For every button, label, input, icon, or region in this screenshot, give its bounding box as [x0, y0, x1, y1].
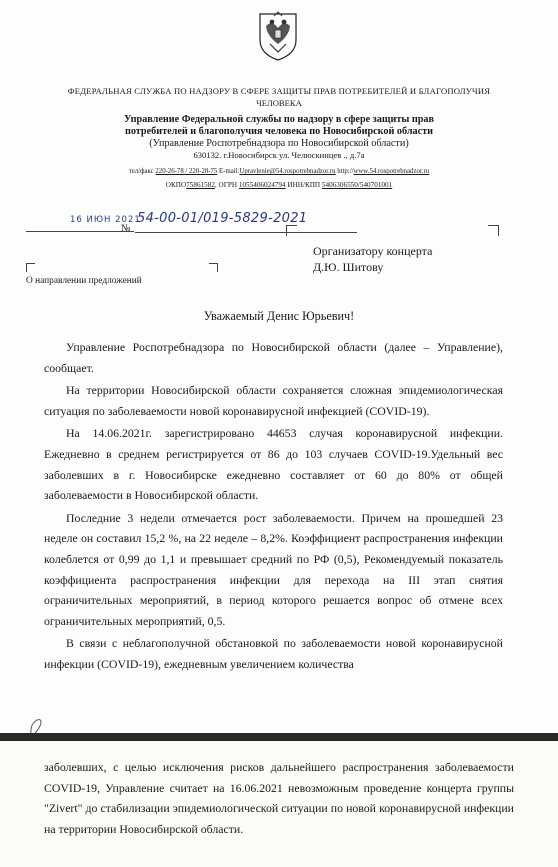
body-paragraph: На 14.06.2021г. зарегистрировано 44653 случая коронавирусной инфекции. Ежедневно в среднем регистрируется от 86 до 103 случаев COVID-19.Удельный вес заболевших в г. Новосибирске ежедневно составляет от 60 до 80% от общей заболеваемости в Новосибирской области. [44, 426, 503, 503]
phone-numbers: 220-26-78 / 220-28-75 [155, 168, 218, 175]
subject-corner-left [26, 263, 35, 272]
subject-corner-right [209, 263, 218, 272]
body-paragraph: заболевших, с целью исключения рисков дальнейшего распространения заболеваемости COVID-19, Управление считает на 16.06.2021 невозможным проведение концерта группы "Zivert" до стабилизации эпидемиологической ситуации по новой коронавирусной инфекции на территории Новосибирской области. [44, 760, 514, 836]
inn-code: 5406306550/540701001 [321, 181, 393, 189]
letter-body [44, 337, 503, 675]
date-underline [26, 231, 134, 232]
addressee-name: Д.Ю. Шитову [313, 260, 384, 274]
subject-line: О направлении предложений [26, 276, 142, 286]
agency-name: ФЕДЕРАЛЬНАЯ СЛУЖБА ПО НАДЗОРУ В СФЕРЕ ЗАЩИТЫ ПРАВ ПОТРЕБИТЕЛЕЙ И БЛАГОПОЛУЧИЯ [67, 86, 491, 96]
website-link[interactable]: www.54.rospotrebnadzor.ru [353, 168, 430, 175]
letter-page-2 [0, 741, 558, 867]
coat-of-arms-emblem [256, 10, 300, 62]
registry-codes [0, 181, 558, 189]
letter-body-cont [44, 757, 514, 839]
email-link[interactable]: Upravlenie@54.rospotrebnadzor.ru [239, 168, 336, 175]
addressee-title: Организатору концерта [313, 244, 433, 258]
date-stamp: 16 ИЮН 2021 [70, 215, 141, 225]
okpo-prefix: ОКПО [165, 181, 187, 189]
okpo-code: 75861582 [186, 181, 215, 189]
body-paragraph: Управление Роспотребнадзора по Новосибирской области (далее – Управление), сообщает. [44, 340, 503, 375]
body-paragraph: На территории Новосибирской области сохраняется сложная эпидемиологическая ситуация по заболеваемости новой коронавирусной инфекцией (COVID-19). [44, 383, 503, 418]
body-paragraph: В связи с неблагополучной обстановкой по заболеваемости новой коронавирусной инфекции (COVID-19), ежедневным увеличением количества [44, 636, 503, 671]
agency-name-cont: ЧЕЛОВЕКА [256, 98, 302, 108]
number-label: № [121, 223, 131, 234]
inn-prefix: ИНН/КПП [285, 181, 322, 189]
email-prefix: E-mail: [217, 168, 240, 175]
page-separator [0, 733, 558, 741]
postal-address: 630132. г.Новосибирск ул. Челюскинцев ., д.7а [193, 150, 365, 160]
registration-number: 54-00-01/019-5829-2021 [137, 211, 308, 226]
addressee-corner-right [488, 225, 499, 236]
phone-prefix: тел/факс [128, 168, 156, 175]
body-paragraph: Последние 3 недели отмечается рост заболеваемости. Причем на прошедшей 23 неделе он составил 15,2 %, на 22 неделе – 8,2%. Коэффициент распространения инфекции колеблется от 0,99 до 1,1 и превышает средний по РФ (0,5), Рекомендуемый показатель коэффициента распространения инфекции для перехода на III этап снятия ограничительных мероприятий, в период которого решается вопрос об отмене всех ограничительных мероприятий, 0,5. [44, 510, 503, 628]
department-name-cont: потребителей и благополучия человека по Новосибирской области [124, 126, 434, 137]
contacts-line [0, 168, 558, 175]
http-prefix: http:// [335, 168, 354, 175]
ogrn-prefix: , ОГРН [214, 181, 239, 189]
addressee-corner-left [286, 225, 297, 236]
department-short-name: (Управление Роспотребнадзора по Новосибирской области) [149, 138, 409, 149]
ogrn-code: 1055406024794 [238, 181, 286, 189]
number-underline [135, 232, 357, 233]
salutation: Уважаемый Денис Юрьевич! [203, 309, 355, 323]
department-name: Управление Федеральной службы по надзору в сфере защиты прав [124, 114, 434, 125]
